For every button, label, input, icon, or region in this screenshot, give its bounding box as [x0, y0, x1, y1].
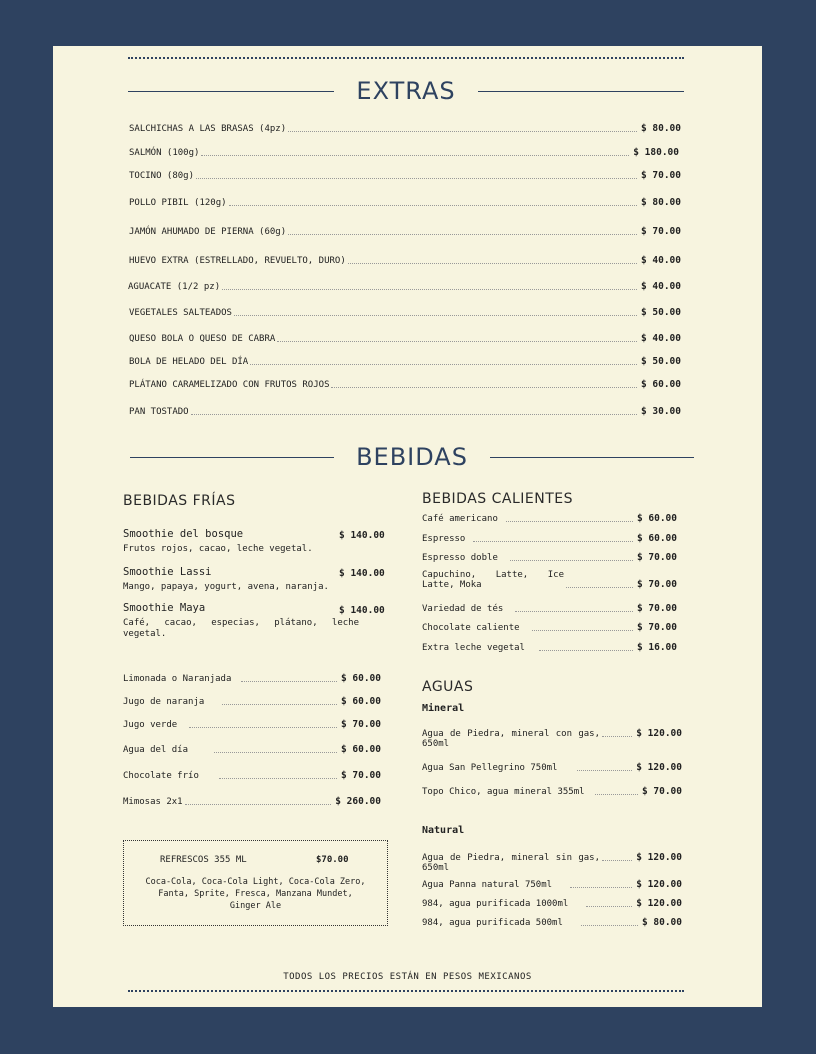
- smoothie-name: Smoothie del bosque: [123, 528, 244, 540]
- smoothie-price: $ 140.00: [339, 530, 385, 541]
- item-price: $ 40.00: [640, 333, 681, 344]
- leader-dots: [586, 906, 632, 907]
- item-price: $ 80.00: [640, 197, 681, 208]
- hot-drink-row: [422, 552, 677, 563]
- cold-drink-row: [123, 696, 381, 707]
- smoothie-name: Smoothie Lassi: [123, 566, 212, 578]
- item-name: Agua San Pellegrino 750ml: [422, 763, 558, 773]
- extras-row: [129, 307, 681, 318]
- bottom-dotted-divider: [128, 990, 684, 992]
- item-name: Jugo de naranja: [123, 697, 205, 707]
- item-name: Chocolate caliente: [422, 623, 520, 633]
- hot-drink-row: [422, 513, 677, 524]
- item-price: $ 60.00: [636, 533, 677, 544]
- item-name: POLLO PIBIL (120g): [129, 198, 227, 208]
- extras-heading: [128, 74, 684, 108]
- leader-dots: [196, 178, 637, 179]
- item-price: $ 180.00: [633, 147, 679, 158]
- smoothie-price: $ 140.00: [339, 605, 385, 616]
- item-price: $ 60.00: [340, 696, 381, 707]
- water-row: [422, 728, 682, 749]
- water-row: [422, 879, 682, 890]
- bebidas-heading: [130, 440, 694, 474]
- item-price: $ 120.00: [636, 898, 682, 909]
- leader-dots: [602, 736, 632, 737]
- leader-dots: [222, 704, 337, 705]
- cold-drink-row: [123, 719, 381, 730]
- item-price: $ 60.00: [340, 744, 381, 755]
- item-name: Mimosas 2x1: [123, 797, 183, 807]
- leader-dots: [288, 234, 637, 235]
- heading-rule-right: [490, 457, 694, 458]
- extras-row: [129, 197, 681, 208]
- smoothie-desc: Mango, papaya, yogurt, avena, naranja.: [123, 582, 329, 592]
- leader-dots: [277, 341, 637, 342]
- extras-row: [129, 406, 681, 417]
- leader-dots: [570, 887, 632, 888]
- item-price: $ 60.00: [340, 673, 381, 684]
- bebidas-calientes-title: BEBIDAS CALIENTES: [422, 491, 574, 507]
- item-name: PAN TOSTADO: [129, 407, 189, 417]
- leader-dots: [581, 925, 638, 926]
- cold-drink-row: [123, 796, 381, 807]
- leader-dots: [506, 521, 633, 522]
- leader-dots: [532, 630, 633, 631]
- item-name: Extra leche vegetal: [422, 643, 525, 653]
- leader-dots: [348, 263, 637, 264]
- item-price: $ 70.00: [340, 770, 381, 781]
- item-price: $ 80.00: [640, 123, 681, 134]
- water-row: [422, 917, 682, 928]
- leader-dots: [229, 205, 637, 206]
- leader-dots: [473, 541, 633, 542]
- item-name: VEGETALES SALTEADOS: [129, 308, 232, 318]
- item-name: Agua del día: [123, 745, 189, 755]
- item-price: $ 50.00: [640, 307, 681, 318]
- extras-row: [128, 281, 681, 292]
- water-row: [422, 898, 682, 909]
- leader-dots: [191, 414, 637, 415]
- leader-dots: [288, 131, 637, 132]
- leader-dots: [602, 860, 632, 861]
- item-name: Espresso doble: [422, 553, 498, 563]
- item-price: $ 40.00: [640, 281, 681, 292]
- item-name: Variedad de tés: [422, 604, 504, 614]
- item-price: $ 70.00: [641, 786, 682, 797]
- extras-row: [129, 356, 681, 367]
- smoothie-price: $ 140.00: [339, 568, 385, 579]
- cold-drink-row: [123, 673, 381, 684]
- item-name: PLÁTANO CARAMELIZADO CON FRUTOS ROJOS: [129, 380, 330, 390]
- item-price: $ 70.00: [340, 719, 381, 730]
- footer-note: TODOS LOS PRECIOS ESTÁN EN PESOS MEXICANOS: [283, 972, 532, 982]
- heading-rule-left: [128, 91, 334, 92]
- extras-title: EXTRAS: [356, 77, 456, 105]
- cold-drink-row: [123, 744, 381, 755]
- item-price: $ 50.00: [640, 356, 681, 367]
- hot-drink-row: [422, 533, 677, 544]
- item-name: Chocolate frío: [123, 771, 199, 781]
- item-name: BOLA DE HELADO DEL DÍA: [129, 357, 249, 367]
- item-price: $ 70.00: [640, 170, 681, 181]
- refrescos-price: $70.00: [316, 855, 349, 865]
- refrescos-desc: Coca-Cola, Coca-Cola Light, Coca-Cola Zero, Fanta, Sprite, Fresca, Manzana Mundet, Ginger Ale: [145, 877, 366, 911]
- item-price: $ 16.00: [636, 642, 677, 653]
- leader-dots: [214, 752, 337, 753]
- item-price: $ 70.00: [640, 226, 681, 237]
- item-name: Jugo verde: [123, 720, 178, 730]
- hot-drink-row: [422, 570, 677, 590]
- leader-dots: [222, 289, 637, 290]
- extras-row: [129, 123, 681, 134]
- leader-dots: [539, 650, 633, 651]
- water-row: [422, 852, 682, 873]
- leader-dots: [510, 560, 633, 561]
- leader-dots: [566, 587, 633, 588]
- item-price: $ 70.00: [636, 552, 677, 563]
- smoothie-name: Smoothie Maya: [123, 602, 206, 614]
- water-row: [422, 762, 682, 773]
- item-name: Topo Chico, agua mineral 355ml: [422, 787, 585, 797]
- bebidas-frias-title: BEBIDAS FRÍAS: [123, 493, 236, 509]
- smoothie-desc: Café, cacao, especias, plátano, leche vegetal.: [123, 618, 359, 639]
- item-name: Café americano: [422, 514, 498, 524]
- item-name: Espresso: [422, 534, 466, 544]
- leader-dots: [241, 681, 337, 682]
- extras-row: [129, 333, 681, 344]
- item-name: Agua de Piedra, mineral sin gas, 650ml: [422, 853, 600, 873]
- cold-drink-row: [123, 770, 381, 781]
- item-name: SALCHICHAS A LAS BRASAS (4pz): [129, 124, 287, 134]
- extras-row: [129, 170, 681, 181]
- item-price: $ 120.00: [636, 852, 682, 863]
- item-name: Agua de Piedra, mineral con gas, 650ml: [422, 729, 600, 749]
- item-price: $ 120.00: [636, 728, 682, 739]
- leader-dots: [595, 794, 638, 795]
- item-price: $ 60.00: [640, 379, 681, 390]
- mineral-label: Mineral: [422, 703, 465, 714]
- smoothie-desc: Frutos rojos, cacao, leche vegetal.: [123, 544, 313, 554]
- menu-page: [53, 46, 762, 1007]
- item-price: $ 70.00: [636, 622, 677, 633]
- extras-row: [129, 379, 681, 390]
- item-price: $ 40.00: [640, 255, 681, 266]
- item-name: Agua Panna natural 750ml: [422, 880, 553, 890]
- item-name: 984, agua purificada 1000ml: [422, 899, 569, 909]
- hot-drink-row: [422, 603, 677, 614]
- item-name: AGUACATE (1/2 pz): [128, 282, 221, 292]
- item-name: HUEVO EXTRA (ESTRELLADO, REVUELTO, DURO): [129, 256, 346, 266]
- leader-dots: [577, 770, 632, 771]
- item-name: 984, agua purificada 500ml: [422, 918, 563, 928]
- item-price: $ 60.00: [636, 513, 677, 524]
- leader-dots: [189, 727, 337, 728]
- extras-row: [129, 226, 681, 237]
- item-price: $ 120.00: [636, 879, 682, 890]
- item-name: Capuchino, Latte, Ice Latte, Moka: [422, 570, 564, 590]
- aguas-title: AGUAS: [422, 679, 474, 695]
- refrescos-box: [123, 840, 388, 926]
- leader-dots: [331, 387, 636, 388]
- extras-row: [129, 147, 679, 158]
- item-price: $ 80.00: [641, 917, 682, 928]
- leader-dots: [219, 778, 337, 779]
- leader-dots: [515, 611, 633, 612]
- item-price: $ 260.00: [335, 796, 381, 807]
- top-dotted-divider: [128, 57, 684, 59]
- item-name: SALMÓN (100g): [129, 148, 200, 158]
- item-price: $ 120.00: [636, 762, 682, 773]
- leader-dots: [250, 364, 637, 365]
- water-row: [422, 786, 682, 797]
- bebidas-title: BEBIDAS: [356, 443, 468, 471]
- heading-rule-left: [130, 457, 334, 458]
- leader-dots: [185, 804, 332, 805]
- item-name: TOCINO (80g): [129, 171, 195, 181]
- hot-drink-row: [422, 642, 677, 653]
- item-price: $ 30.00: [640, 406, 681, 417]
- refrescos-title: REFRESCOS 355 ML: [160, 855, 247, 865]
- item-price: $ 70.00: [636, 579, 677, 590]
- leader-dots: [201, 155, 629, 156]
- extras-row: [129, 255, 681, 266]
- item-name: Limonada o Naranjada: [123, 674, 232, 684]
- item-price: $ 70.00: [636, 603, 677, 614]
- natural-label: Natural: [422, 825, 465, 836]
- heading-rule-right: [478, 91, 684, 92]
- item-name: QUESO BOLA O QUESO DE CABRA: [129, 334, 276, 344]
- hot-drink-row: [422, 622, 677, 633]
- leader-dots: [234, 315, 637, 316]
- item-name: JAMÓN AHUMADO DE PIERNA (60g): [129, 227, 287, 237]
